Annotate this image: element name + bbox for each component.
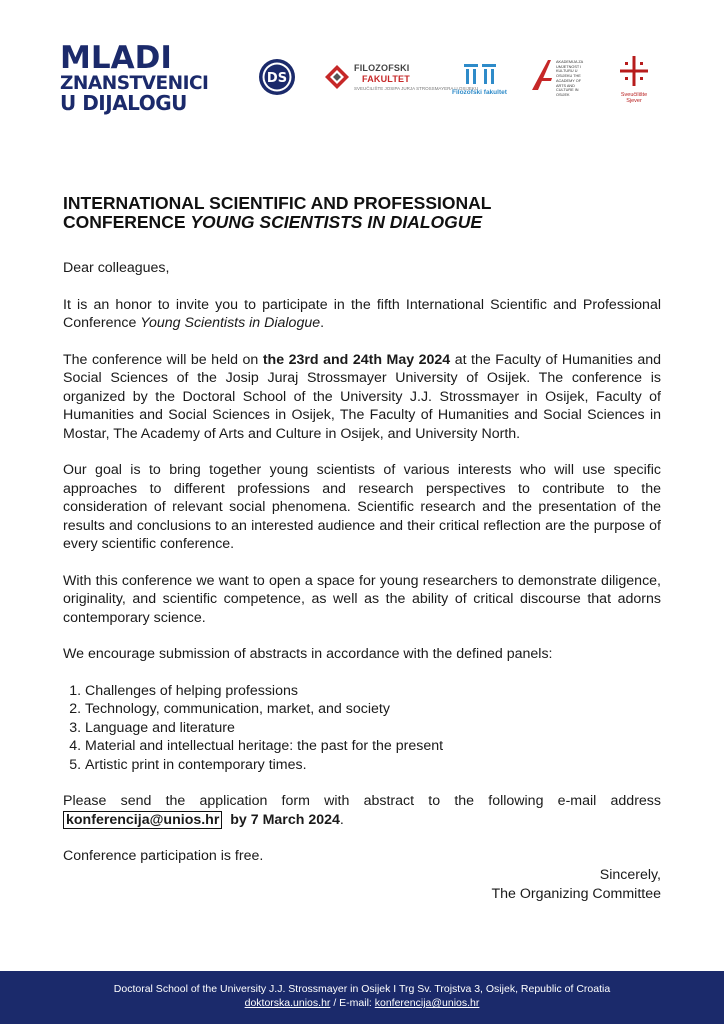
ff-osijek-line-3: SVEUČILIŠTE JOSIPA JURJA STROSSMAYERA U OSIJEKU: [354, 86, 479, 91]
title-line-2: CONFERENCE: [63, 212, 191, 232]
partner-logos: [252, 52, 672, 112]
footer: [0, 971, 724, 1024]
doctoral-school-logo: [258, 58, 296, 96]
footer-contacts: doktorska.unios.hr / E-mail: konferencija@unios.hr: [244, 997, 480, 1009]
ff-osijek-logo: [324, 60, 479, 96]
title-conference-name: YOUNG SCIENTISTS IN DIALOGUE: [190, 212, 483, 232]
svg-text:DS: DS: [266, 71, 288, 86]
academy-arts-text: AKADEMIJA ZA UMJETNOST I KULTURU U OSIJEKU THE ACADEMY OF ARTS AND CULTURE IN OSIJEK: [556, 60, 584, 98]
participation-note: Conference participation is free.: [63, 848, 264, 864]
invitation-paragraph: It is an honor to invite you to participate in the fifth International Scientific and Professional Conference Young Scientists in Dialogue.: [63, 296, 661, 331]
panel-item: 1. Challenges of helping professions: [85, 682, 661, 701]
page-title: [63, 194, 623, 232]
submission-deadline: by 7 March 2024: [230, 811, 340, 828]
title-line-1: INTERNATIONAL SCIENTIFIC AND PROFESSIONAL: [63, 193, 492, 213]
footer-email-link[interactable]: konferencija@unios.hr: [374, 997, 480, 1009]
ff-osijek-line-2: FAKULTET: [362, 74, 410, 84]
logo-line-1: MLADI: [60, 40, 172, 76]
doctoral-school-emblem-icon: [258, 58, 296, 96]
logo-line-2: ZNANSTVENICI: [60, 73, 209, 95]
university-north-emblem-icon: [614, 52, 654, 90]
panel-item: 3. Language and literature: [85, 719, 661, 738]
footer-address: Doctoral School of the University J.J. Strossmayer in Osijek I Trg Sv. Trojstva 3, Osijek, Republic of Croatia: [113, 983, 611, 995]
panel-item: 4. Material and intellectual heritage: the past for the present: [85, 737, 661, 756]
ff-mostar-emblem-icon: [462, 62, 498, 86]
submission-paragraph: Please send the application form with abstract to the following e-mail address konferencija@unios.hr by 7 March 2024.: [63, 793, 661, 828]
closing-salutation: Sincerely,: [599, 866, 661, 883]
panels-intro: We encourage submission of abstracts in accordance with the defined panels:: [63, 646, 553, 662]
conference-dates: the 23rd and 24th May 2024: [262, 351, 451, 368]
ff-mostar-name: Filozofski fakultet: [452, 89, 507, 96]
logo-line-3: U DIJALOGU: [60, 91, 187, 115]
footer-website-link[interactable]: doktorska.unios.hr: [244, 997, 331, 1009]
academy-arts-logo: [530, 58, 590, 104]
conference-logo: [60, 40, 209, 115]
university-north-name: Sveučilište Sjever: [620, 92, 648, 105]
closing: [63, 866, 661, 904]
panels-list: [63, 682, 661, 775]
greeting: Dear colleagues,: [63, 260, 170, 276]
academy-arts-emblem-icon: [530, 58, 554, 92]
purpose-paragraph: With this conference we want to open a space for young researchers to demonstrate diligence, originality, and scientific competence, as well as the ability of critical discourse that adorns contemporary science.: [63, 572, 661, 626]
conference-name: Young Scientists in Dialogue: [140, 315, 321, 331]
letter-body: [63, 259, 661, 904]
panel-item: 2. Technology, communication, market, and society: [85, 700, 661, 719]
university-north-logo: [614, 52, 654, 112]
submission-email-link[interactable]: konferencija@unios.hr: [63, 811, 222, 829]
venue-paragraph: The conference will be held on the 23rd and 24th May 2024 at the Faculty of Humanities and Social Sciences of the Josip Juraj Strossmayer University of Osijek. The conference is organized by the Doctoral School of the University J.J. Strossmayer in Osijek, Faculty of Humanities and Social Sciences in Osijek, The Faculty of Humanities and Social Sciences in Mostar, The Academy of Arts and Culture in Osijek, and University North.: [63, 351, 662, 442]
ff-mostar-logo: [452, 62, 512, 100]
panel-item: 5. Artistic print in contemporary times.: [85, 756, 661, 775]
ff-osijek-emblem-icon: [324, 64, 350, 90]
goal-paragraph: Our goal is to bring together young scientists of various interests who will use specific approaches to different professions and research perspectives to contribute to the consideration of relevant social phenomena. Scientific research and the presentation of the results and conclusions to an interested audience and their critical reflection are the purpose of every scientific conference.: [63, 462, 661, 552]
ff-osijek-line-1: FILOZOFSKI: [354, 63, 410, 73]
signature: The Organizing Committee: [491, 885, 661, 902]
